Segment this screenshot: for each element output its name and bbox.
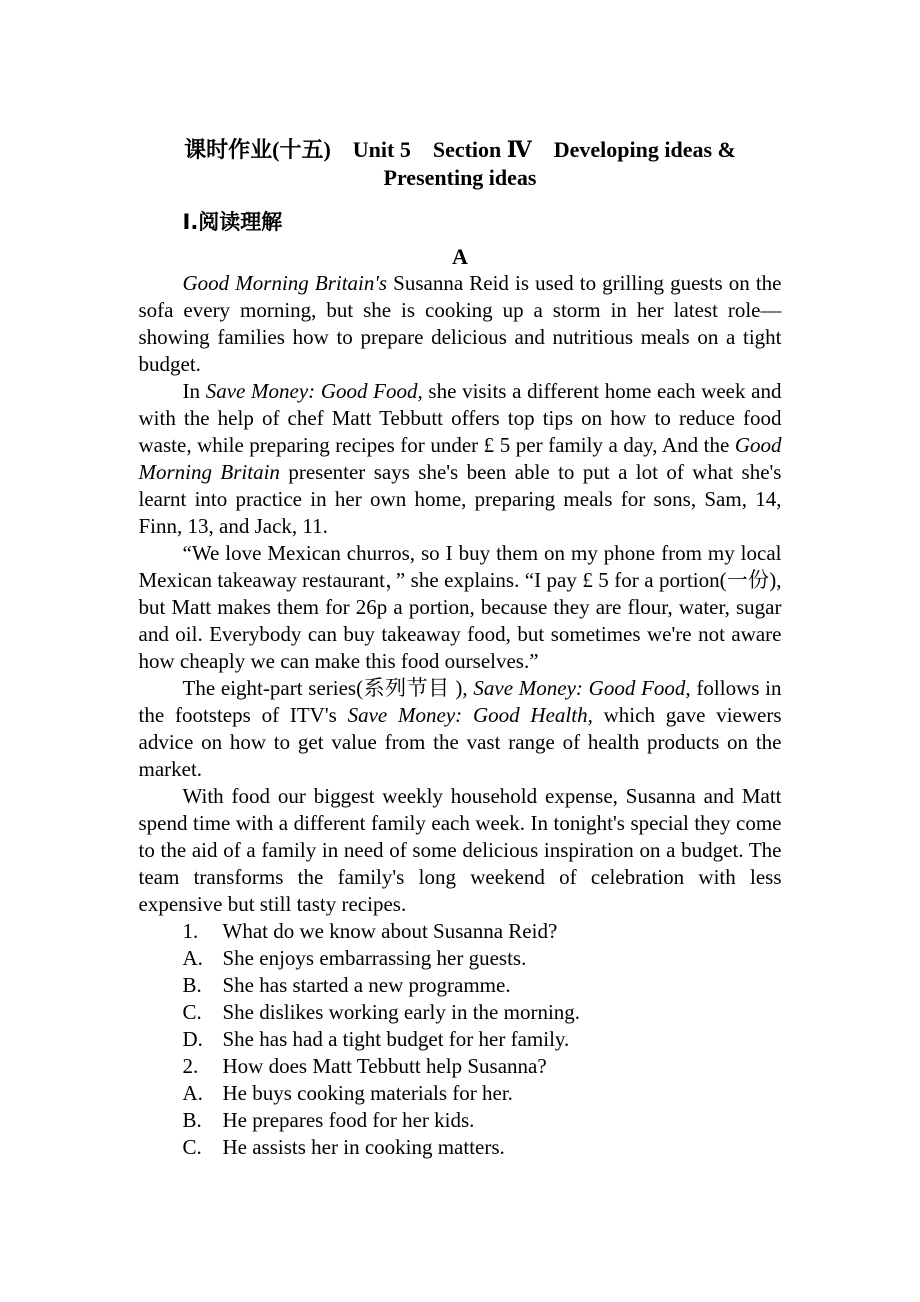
answer-option [139,1134,782,1161]
option-text: She has started a new programme. [222,973,511,997]
passage-text: presenter says she's been able to put a lot of what she's learnt into practice in her own home, preparing meals for sons, Sam, 14, Finn, 13, and Jack, 11. [138,460,782,538]
answer-option [139,1107,782,1134]
page-title [139,136,782,192]
passage-text: “We love Mexican churros, so I buy them on my phone from my local Mexican takeaway restaurant，” she explains. “I pay £ 5 for a portion(一份), but Matt makes them for 26p a portion, because they are flour, water, sugar and oil. Everybody can buy takeaway food, but sometimes we're not aware how cheaply we can make this food ourselves.” [138,541,782,673]
answer-option [139,945,782,972]
passage-paragraph [139,675,782,783]
option-letter: B. [182,1108,202,1132]
passage-text: Susanna Reid is used to grilling guests on the sofa every morning, but she is cooking up a storm in her latest role—showing families how to prepare delicious and nutritious meals on a tight budget. [138,271,782,376]
title-line-2: Presenting ideas [383,165,537,190]
question-text: What do we know about Susanna Reid? [222,919,558,943]
option-text: She dislikes working early in the morning. [222,1000,581,1024]
passage-text: she visits a different home each week and with the help of chef Matt Tebbutt offers top tips on how to reduce food waste, while preparing recipes for under £ 5 per family a day, And the [138,379,782,457]
passage-label: A [452,244,468,269]
option-letter: A. [182,946,203,970]
passage-text: The eight-part series(系列节目 ), [182,676,474,700]
section-heading-reading-comprehension: Ⅰ.阅读理解 [182,210,283,234]
option-text: He prepares food for her kids. [222,1108,475,1132]
programme-title-text: Save Money: Good Food, [205,379,423,403]
option-letter: C. [182,1000,202,1024]
answer-option [139,1026,782,1053]
answer-option [139,999,782,1026]
passage-paragraph [139,540,782,675]
passage-text: In [182,379,206,403]
passage-text: which gave viewers advice on how to get value from the vast range of health products on the market. [138,703,782,781]
passage-text: follows in the footsteps of ITV's [138,676,782,727]
question-number: 1. [182,919,199,943]
passage-paragraph [139,378,782,540]
programme-title-text: Save Money: Good Health, [347,703,593,727]
answer-option [139,1080,782,1107]
option-text: He assists her in cooking matters. [222,1135,505,1159]
option-letter: B. [182,973,202,997]
programme-title-text: Good Morning Britain [138,433,782,484]
worksheet-content [139,0,782,1161]
passage-paragraph [139,783,782,918]
question-text: How does Matt Tebbutt help Susanna? [222,1054,547,1078]
question-number: 2. [182,1054,199,1078]
question-list [139,918,782,1161]
article-paragraphs [139,270,782,918]
passage-paragraph [139,270,782,378]
question-stem [139,918,782,945]
title-line-1: 课时作业(十五) Unit 5 Section Ⅳ Developing ideas & [184,137,736,162]
option-text: He buys cooking materials for her. [222,1081,513,1105]
option-text: She enjoys embarrassing her guests. [222,946,527,970]
option-letter: A. [182,1081,203,1105]
question-stem [139,1053,782,1080]
answer-option [139,972,782,999]
programme-title-text: Good Morning Britain's [182,271,388,295]
option-letter: D. [182,1027,203,1051]
option-text: She has had a tight budget for her family. [222,1027,570,1051]
option-letter: C. [182,1135,202,1159]
passage-text: With food our biggest weekly household expense, Susanna and Matt spend time with a different family each week. In tonight's special they come to the aid of a family in need of some delicious inspiration on a budget. The team transforms the family's long weekend of celebration with less expensive but still tasty recipes. [138,784,782,916]
programme-title-text: Save Money: Good Food, [473,676,691,700]
